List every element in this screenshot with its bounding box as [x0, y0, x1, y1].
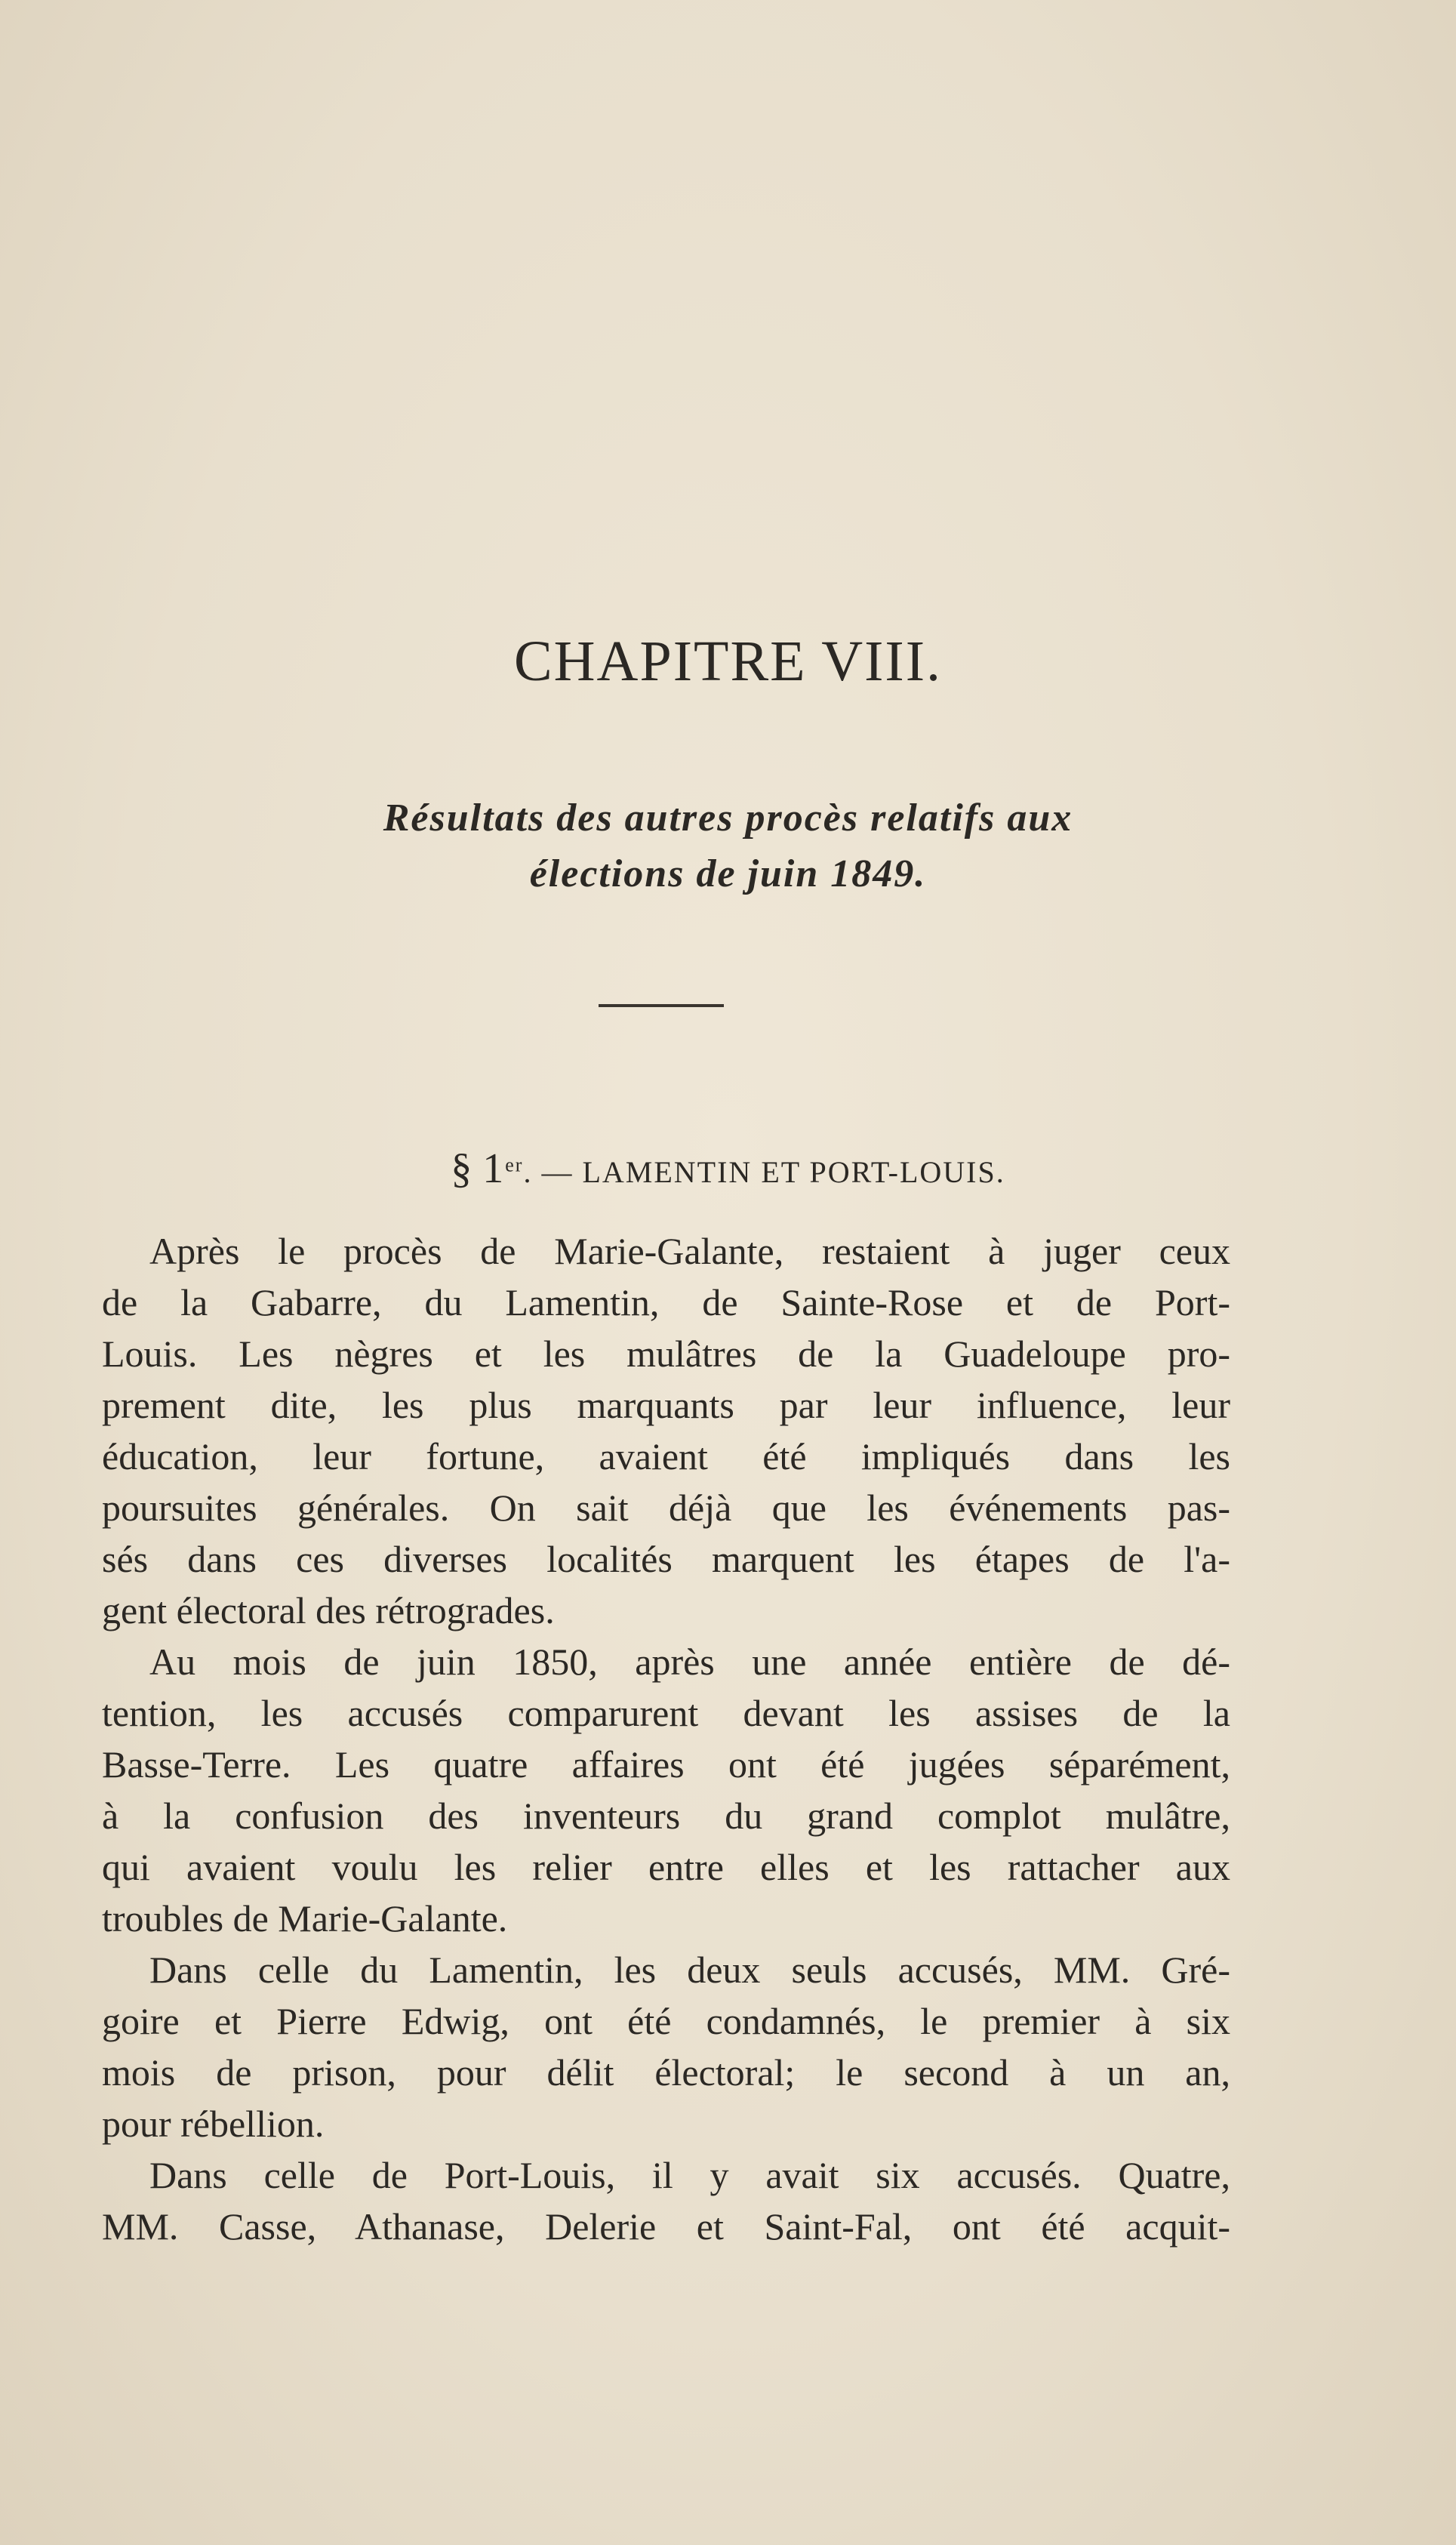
body-line: Dans celle de Port-Louis, il y avait six accusés. Quatre, [149, 2154, 1230, 2196]
body-line: de la Gabarre, du Lamentin, de Sainte-Rose et de Port- [102, 1281, 1230, 1323]
body-line: mois de prison, pour délit électoral; le second à un an, [102, 2051, 1230, 2094]
body-line: Après le procès de Marie-Galante, restaient à juger ceux [149, 1230, 1230, 1272]
chapter-title: CHAPITRE VIII. [513, 630, 942, 693]
body-line: éducation, leur fortune, avaient été impliqués dans les [102, 1435, 1230, 1477]
section-dash: . — [523, 1155, 574, 1189]
section-number: 1 [482, 1145, 506, 1192]
section-title: LAMENTIN ET PORT-LOUIS. [582, 1155, 1005, 1189]
body-line: qui avaient voulu les relier entre elles et les rattacher aux [102, 1846, 1230, 1888]
body-line: gent électoral des rétrogrades. [102, 1589, 555, 1631]
section-heading [0, 1145, 1456, 1192]
body-line: Basse-Terre. Les quatre affaires ont été jugées séparément, [102, 1743, 1230, 1786]
section-number-suffix: er [505, 1154, 524, 1176]
chapter-subtitle-line-2: élections de juin 1849. [529, 852, 927, 895]
divider-rule [599, 1004, 724, 1007]
chapter-subtitle-line-1: Résultats des autres procès relatifs aux [383, 796, 1073, 840]
body-line: Dans celle du Lamentin, les deux seuls accusés, MM. Gré- [149, 1949, 1230, 1991]
section-symbol: § [451, 1145, 474, 1192]
body-line: tention, les accusés comparurent devant les assises de la [102, 1692, 1230, 1734]
body-line: à la confusion des inventeurs du grand complot mulâtre, [102, 1795, 1230, 1837]
body-line: Au mois de juin 1850, après une année entière de dé- [149, 1641, 1230, 1683]
body-line: goire et Pierre Edwig, ont été condamnés, le premier à six [102, 2000, 1230, 2042]
body-line: Louis. Les nègres et les mulâtres de la Guadeloupe pro- [102, 1333, 1230, 1375]
body-line: troubles de Marie-Galante. [102, 1897, 508, 1940]
body-line: sés dans ces diverses localités marquent les étapes de l'a- [102, 1538, 1230, 1580]
body-line: prement dite, les plus marquants par leur influence, leur [102, 1384, 1230, 1426]
body-line: pour rébellion. [102, 2103, 325, 2145]
body-line: poursuites générales. On sait déjà que les événements pas- [102, 1487, 1230, 1529]
body-line: MM. Casse, Athanase, Delerie et Saint-Fal, ont été acquit- [102, 2205, 1230, 2248]
